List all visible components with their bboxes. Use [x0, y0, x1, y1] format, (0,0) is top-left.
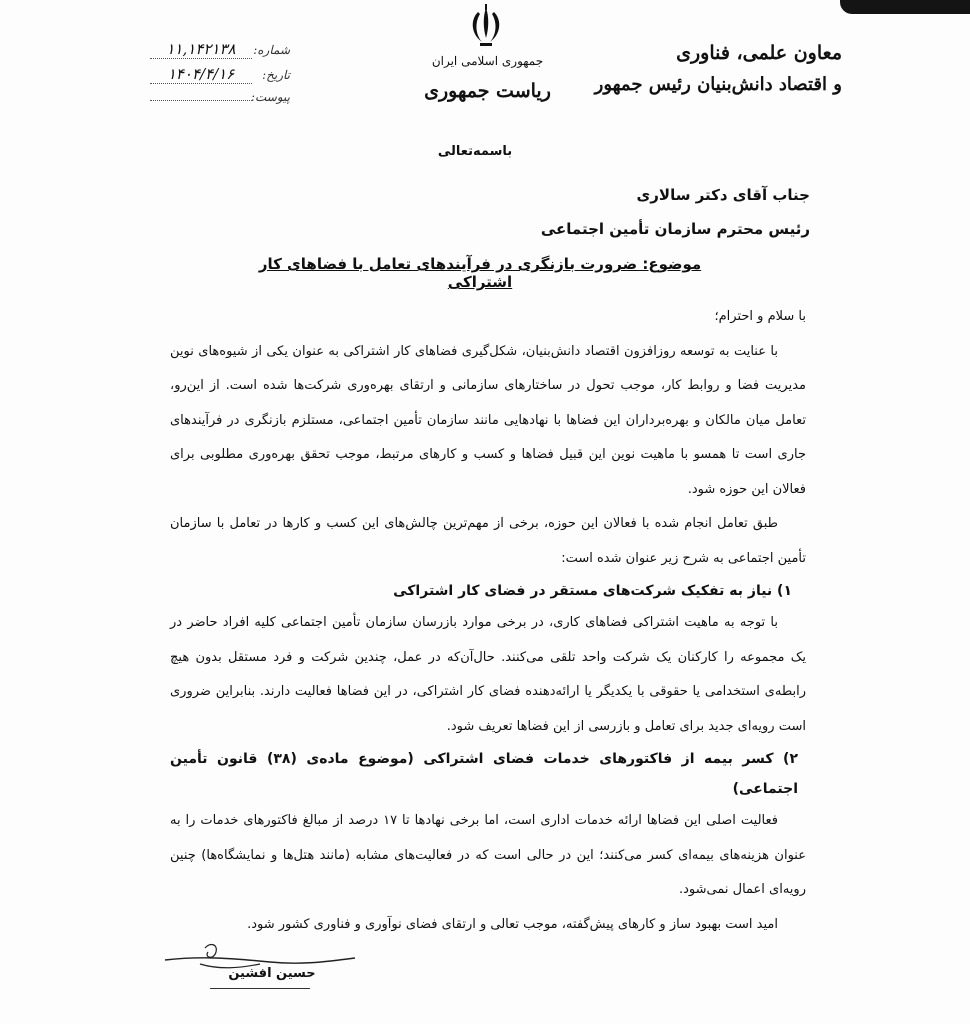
date-row	[150, 65, 290, 90]
addressee	[541, 178, 810, 246]
greeting: با سلام و احترام؛	[714, 309, 806, 324]
number-label: شماره:	[253, 43, 290, 57]
number-value: ۱۱,۱۴۲۱۳۸	[150, 40, 252, 59]
government-name: جمهوری اسلامی ایران	[431, 54, 544, 68]
date-value: ۱۴۰۴/۴/۱۶	[150, 65, 252, 84]
number-row	[150, 40, 290, 65]
letter-body	[170, 300, 806, 942]
signatory-name: حسین افشین	[228, 966, 316, 981]
sender-line-1: معاون علمی، فناوری	[676, 42, 842, 64]
corner-overlay	[840, 0, 970, 14]
attachment-label: پیوست:	[250, 90, 290, 104]
paragraph-2: طبق تعامل انجام شده با فعالان این حوزه، برخی از مهم‌ترین چالش‌های این کسب و کارها در تعامل با سازمان تأمین اجتماعی به شرح زیر عنوان شده است:	[170, 516, 806, 566]
sender-line-2: و اقتصاد دانش‌بنیان رئیس جمهور	[594, 74, 842, 95]
section-heading-1: ۱) نیاز به تفکیک شرکت‌های مستقر در فضای کار اشتراکی	[393, 583, 792, 599]
subject-line: موضوع: ضرورت بازنگری در فرآیندهای تعامل با فضاهای کار اشتراکی	[258, 255, 702, 291]
letter-meta	[150, 40, 290, 115]
invocation: باسمه‌تعالی	[437, 144, 513, 159]
closing-paragraph: امید است بهبود ساز و کارهای پیش‌گفته، موجب تعالی و ارتقای فضای نوآوری و فناوری کشور شود.	[247, 916, 778, 932]
center-heading	[400, 54, 575, 102]
addressee-title: رئیس محترم سازمان تأمین اجتماعی	[540, 220, 810, 238]
attachment-value	[150, 100, 252, 101]
signature-underline	[210, 988, 310, 989]
presidency-title: ریاست جمهوری	[424, 80, 551, 102]
iran-emblem-icon	[466, 4, 506, 48]
paragraph-4: فعالیت اصلی این فضاها ارائه خدمات اداری است، اما برخی نهادها تا ۱۷ درصد از مبالغ فاکتورهای خدمات را به عنوان هزینه‌های بیمه‌ای کسر می‌کنند؛ این در حالی است که در فعالیت‌های مشابه (مانند هتل‌ها و نمایشگاه‌ها) چنین رویه‌ای اعمال نمی‌شود.	[170, 813, 806, 897]
addressee-name: جناب آقای دکتر سالاری	[636, 186, 810, 204]
attachment-row	[150, 90, 290, 115]
paragraph-3: با توجه به ماهیت اشتراکی فضاهای کاری، در برخی موارد بازرسان سازمان تأمین اجتماعی کلیه افراد حاضر در یک مجموعه را کارکنان یک شرکت واحد تلقی می‌کنند. حال‌آن‌که در عمل، چندین شرکت و فرد مستقل بدون هیچ رابطه‌ی استخدامی یا حقوقی با یکدیگر یا ارائه‌دهنده فضای کار اشتراکی، در این فضاها فعالیت دارند. بنابراین ضروری است رویه‌ای جدید برای تعامل و بازرسی از این فضاها تعریف شود.	[170, 615, 806, 734]
paragraph-1: با عنایت به توسعه روزافزون اقتصاد دانش‌بنیان، شکل‌گیری فضاهای کار اشتراکی به عنوان یکی از شیوه‌های نوین مدیریت فضا و روابط کار، موجب تحول در ساختارهای سازمانی و ارتقای بهره‌وری شرکت‌ها شده است. از این‌رو، تعامل میان مالکان و بهره‌برداران این فضاها با نهادهایی مانند سازمان تأمین اجتماعی، مستلزم بازنگری در فرآیندهای جاری است تا همسو با ماهیت نوین این قبیل فضاها و کسب و کارهای مرتبط، موجب تحقق بهره‌وری مطلوبی برای فعالان این حوزه شود.	[170, 343, 806, 497]
date-label: تاریخ:	[262, 68, 290, 82]
section-heading-2: ۲) کسر بیمه از فاکتورهای خدمات فضای اشتراکی (موضوع ماده‌ی (۳۸) قانون تأمین اجتماعی)	[170, 751, 798, 797]
sender-block	[595, 42, 842, 95]
